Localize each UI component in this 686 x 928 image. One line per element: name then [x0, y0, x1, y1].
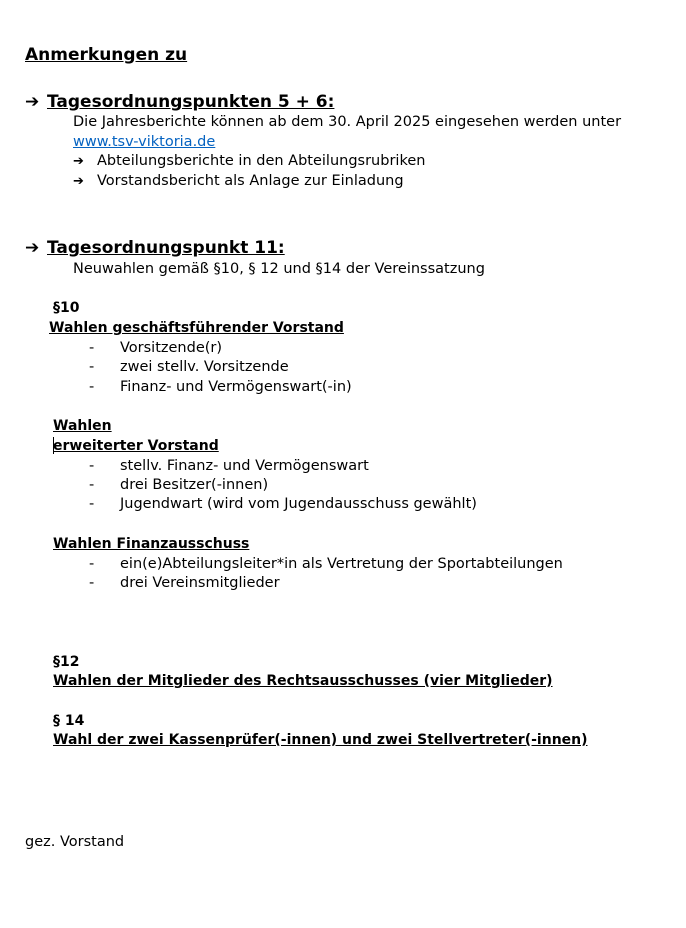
list-item-label: drei Besitzer(-innen) — [120, 477, 269, 493]
dash-bullet: - — [89, 340, 95, 356]
list-item — [89, 458, 369, 474]
section-heading-text: Tagesordnungspunkten 5 + 6: — [47, 92, 335, 112]
dash-bullet: - — [89, 379, 95, 395]
elections-intro-text: Neuwahlen gemäß §10, § 12 und §14 der Vereinssatzung — [73, 261, 485, 277]
subheading-erweiterter-vorstand: erweiterter Vorstand — [53, 438, 219, 454]
paragraph-number: § 14 — [53, 713, 85, 729]
section-heading-top-11 — [25, 238, 285, 258]
list-item-label: drei Vereinsmitglieder — [120, 575, 280, 591]
list-item — [89, 359, 289, 375]
page-title: Anmerkungen zu — [25, 45, 188, 65]
list-item — [73, 153, 425, 169]
list-item — [89, 379, 352, 395]
section-heading-tops-5-6 — [25, 92, 334, 112]
section-heading-text: Tagesordnungspunkt 11: — [47, 238, 285, 258]
list-item-label: Vorsitzende(r) — [120, 340, 223, 356]
list-item — [89, 477, 268, 493]
list-item-label: Finanz- und Vermögenswart(-in) — [120, 379, 352, 395]
signature: gez. Vorstand — [25, 834, 125, 850]
list-item-label: Vorstandsbericht als Anlage zur Einladung — [97, 173, 404, 189]
arrow-right-icon: ➔ — [73, 174, 84, 189]
list-item — [89, 340, 222, 356]
arrow-right-icon: ➔ — [73, 154, 84, 169]
list-item-label: ein(e)Abteilungsleiter*in als Vertretung der Sportabteilungen — [120, 556, 563, 572]
list-item-label: stellv. Finanz- und Vermögenswart — [120, 458, 369, 474]
paragraph-number: §10 — [53, 300, 80, 316]
list-item-label: zwei stellv. Vorsitzende — [120, 359, 289, 375]
list-item — [73, 173, 404, 189]
dash-bullet: - — [89, 556, 95, 572]
list-item — [89, 496, 477, 512]
subheading-rechtsausschuss: Wahlen der Mitglieder des Rechtsausschusses (vier Mitglieder) — [53, 673, 553, 689]
list-item-label: Abteilungsberichte in den Abteilungsrubriken — [97, 153, 426, 169]
subheading-gf-vorstand: Wahlen geschäftsführender Vorstand — [49, 320, 344, 336]
arrow-right-icon: ➔ — [25, 92, 40, 112]
subheading-wahlen: Wahlen — [53, 418, 112, 434]
list-item — [89, 556, 563, 572]
subheading-finanzausschuss: Wahlen Finanzausschuss — [53, 536, 250, 552]
dash-bullet: - — [89, 458, 95, 474]
dash-bullet: - — [89, 575, 95, 591]
list-item — [89, 575, 280, 591]
dash-bullet: - — [89, 496, 95, 512]
arrow-right-icon: ➔ — [25, 238, 40, 258]
dash-bullet: - — [89, 359, 95, 375]
reports-info-text: Die Jahresberichte können ab dem 30. April 2025 eingesehen werden unter — [73, 114, 622, 130]
website-link[interactable]: www.tsv-viktoria.de — [73, 134, 216, 150]
paragraph-number: §12 — [53, 654, 80, 670]
dash-bullet: - — [89, 477, 95, 493]
list-item-label: Jugendwart (wird vom Jugendausschuss gewählt) — [120, 496, 477, 512]
subheading-kassenpruefer: Wahl der zwei Kassenprüfer(-innen) und zwei Stellvertreter(-innen) — [53, 732, 588, 748]
